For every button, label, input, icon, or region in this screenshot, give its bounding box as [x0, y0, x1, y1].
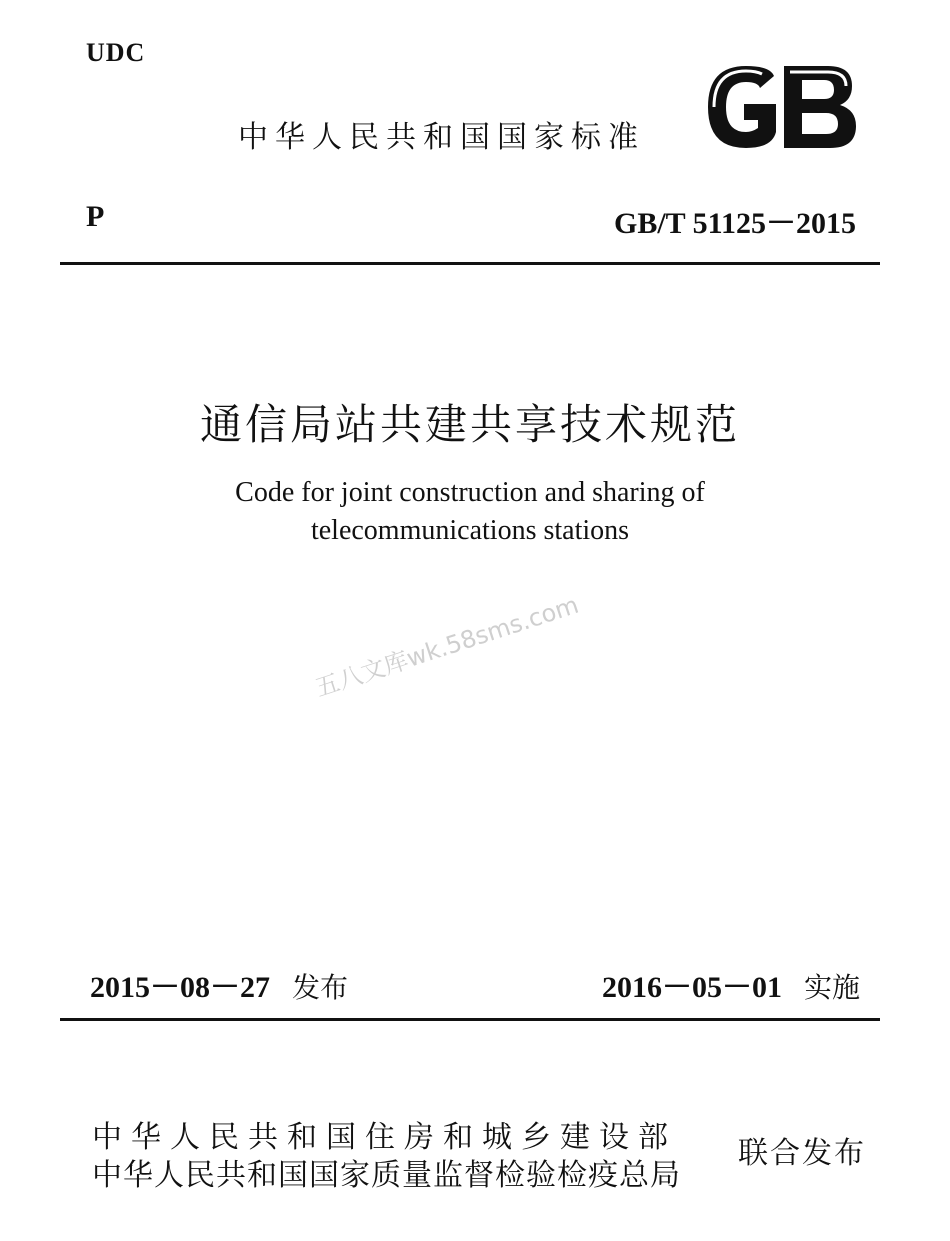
title-english-line1: Code for joint construction and sharing of	[235, 477, 705, 508]
implement-date: 2016－05－01	[601, 971, 782, 1004]
bottom-divider	[60, 1018, 880, 1021]
udc-label: UDC	[86, 38, 146, 67]
implement-label: 实施	[803, 971, 860, 1004]
implement-date-row	[602, 962, 860, 1006]
gb-logo-icon	[700, 62, 860, 152]
top-divider	[60, 262, 880, 265]
title-english	[0, 474, 940, 550]
issuer-ministry: 中华人民共和国住房和城乡建设部	[92, 1120, 677, 1155]
joint-issue-label: 联合发布	[738, 1136, 866, 1171]
issue-date-row	[90, 962, 348, 1006]
title-english-line2: telecommunications stations	[310, 515, 630, 546]
watermark: 五八文库wk.58sms.com	[311, 590, 583, 703]
issue-label: 发布	[292, 971, 349, 1004]
title-chinese: 通信局站共建共享技术规范	[199, 400, 740, 449]
national-standard-heading: 中华人民共和国国家标准	[238, 120, 645, 155]
category-code: P	[86, 200, 105, 233]
standard-number: GB/T 51125－2015	[614, 207, 856, 240]
issuer-aqsiq: 中华人民共和国国家质量监督检验检疫总局	[92, 1158, 681, 1193]
issue-date: 2015－08－27	[90, 971, 270, 1004]
